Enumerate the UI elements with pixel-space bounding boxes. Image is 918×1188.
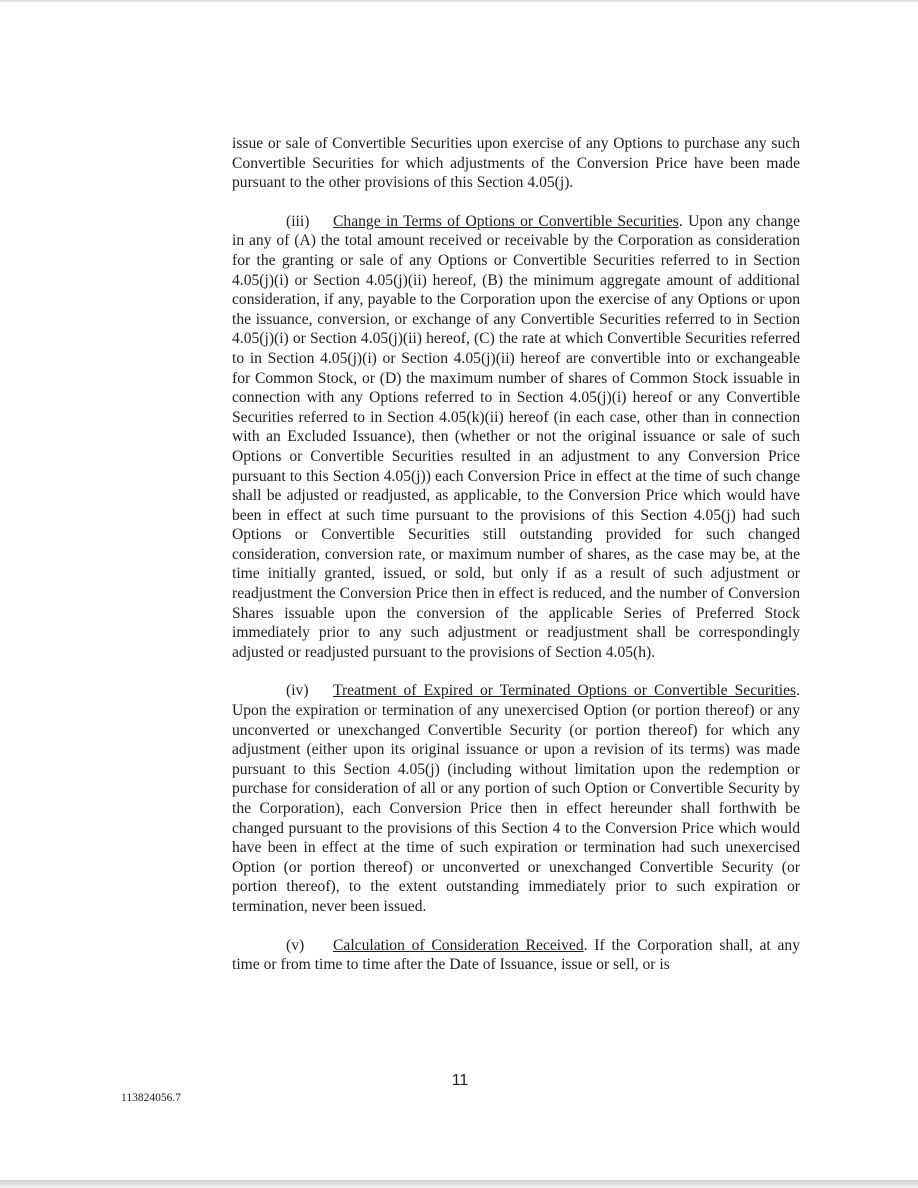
paragraph-number: (iv) — [286, 682, 309, 700]
paragraph-v — [232, 936, 800, 975]
paragraph-heading: Treatment of Expired or Terminated Options or Convertible Securities — [333, 682, 797, 700]
document-body — [232, 134, 800, 994]
page-number: 11 — [451, 1072, 469, 1089]
paragraph-text: . Upon any change in any of (A) the total amount received or receivable by the Corporation as consideration for the granting or sale of any Options or Convertible Securities referred to in Section 4.05(j)(i) or Section 4.05(j)(ii) hereof, (B) the minimum aggregate amount of additional consideration, if any, payable to the Corporation upon the exercise of any Options or upon the issuance, conversion, or exchange of any Convertible Securities referred to in Section 4.05(j)(i) or Section 4.05(j)(ii) hereof, (C) the rate at which Convertible Securities referred to in Section 4.05(j)(i) or Section 4.05(j)(ii) hereof are convertible into or exchangeable for Common Stock, or (D) the maximum number of shares of Common Stock issuable in connection with any Options referred to in Section 4.05(j)(i) hereof or any Convertible Securities referred to in Section 4.05(k)(ii) hereof (in each case, other than in connection with an Excluded Issuance), then (whether or not the original issuance or sale of such Options or Convertible Securities resulted in an adjustment to any Conversion Price pursuant to this Section 4.05(j)) each Conversion Price in effect at the time of such change shall be adjusted or readjusted, as applicable, to the Conversion Price which would have been in effect at such time pursuant to the provisions of this Section 4.05(j) had such Options or Convertible Securities still outstanding provided for such changed consideration, conversion rate, or maximum number of shares, as the case may be, at the time initially granted, issued, or sold, but only if as a result of such adjustment or readjustment the Conversion Price then in effect is reduced, and the number of Conversion Shares issuable upon the conversion of the applicable Series of Preferred Stock immediately prior to any such adjustment or readjustment shall be correspondingly adjusted or readjusted pursuant to the provisions of Section 4.05(h). — [232, 212, 800, 661]
paragraph-heading: Change in Terms of Options or Convertible Securities — [333, 212, 679, 230]
paragraph-heading: Calculation of Consideration Received — [333, 936, 584, 954]
paragraph-iii — [232, 212, 800, 663]
paragraph-text: issue or sale of Convertible Securities upon exercise of any Options to purchase any such Convertible Securities for which adjustments of the Conversion Price have been made pursuant to the other provisions of this Section 4.05(j). — [232, 135, 800, 192]
paragraph-number: (v) — [286, 936, 305, 954]
page-bottom-edge — [0, 1180, 918, 1188]
paragraph-number: (iii) — [286, 212, 310, 230]
paragraph-text: . If the Corporation shall, at any time or from time to time after the Date of Issuance, issue or sell, or is — [232, 936, 801, 974]
paragraph-text: . Upon the expiration or termination of any unexercised Option (or portion thereof) or any unconverted or unexchanged Convertible Security (or portion thereof) for which any adjustment (either upon its original issuance or upon a revision of its terms) was made pursuant to this Section 4.05(j) (including without limitation upon the redemption or purchase for consideration of all or any portion of such Option or Convertible Security by the Corporation), each Conversion Price then in effect hereunder shall forthwith be changed pursuant to the provisions of this Section 4 to the Conversion Price which would have been in effect at the time of such expiration or termination had such unexercised Option (or portion thereof) or unconverted or unexchanged Convertible Security (or portion thereof), to the extent outstanding immediately prior to such expiration or termination, never been issued. — [232, 682, 800, 915]
document-id: 113824056.7 — [121, 1092, 181, 1104]
page-top-edge — [0, 0, 918, 3]
paragraph-iv — [232, 681, 800, 916]
paragraph-continuation — [232, 134, 800, 193]
